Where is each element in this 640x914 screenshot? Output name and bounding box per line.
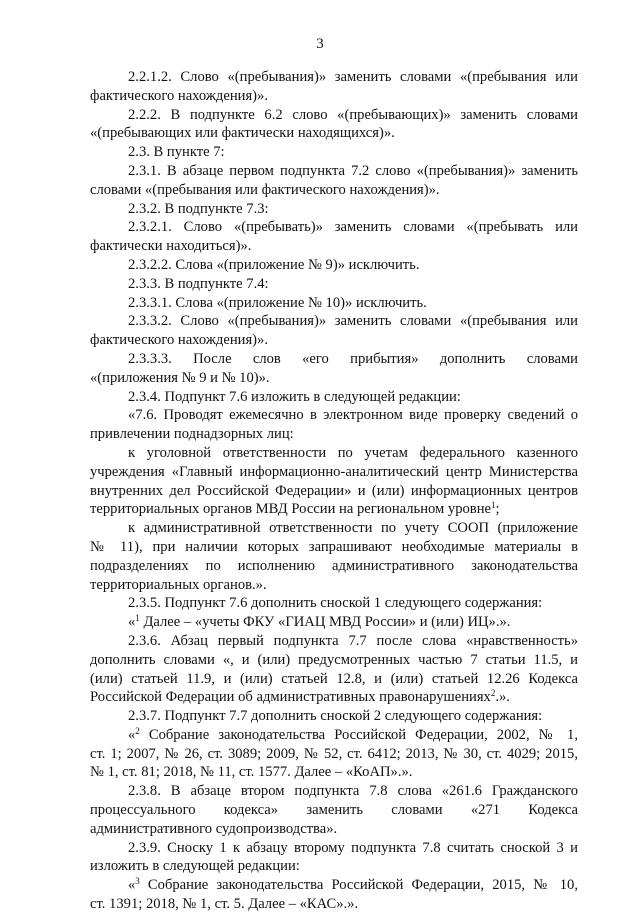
text-line [90,275,578,294]
line-text: 2.3.2.1. Слово «(пребывать)» заменить словами «(пребывать или [128,219,578,236]
text-line [90,425,578,444]
line-text: изложить в следующей редакции: [90,858,300,875]
line-text: привлечении поднадзорных лиц: [90,426,294,443]
text-line [90,707,578,726]
line-text: 2.3.1. В абзаце первом подпункта 7.2 слово «(пребывания)» заменить [128,162,578,179]
line-text: внутренних дел Российской Федерации» и (или) информационных центров [90,482,578,499]
line-text: процессуального кодекса» заменить словами «271 Кодекса [90,802,578,819]
line-text: фактического нахождения)». [90,332,268,349]
text-line [90,876,578,895]
line-text: 2.2.1.2. Слово «(пребывания)» заменить словами «(пребывания или [128,69,578,85]
line-text: территориальных органов.». [90,576,267,593]
line-text: «(приложения № 9 и № 10)». [90,369,270,386]
text-line [90,801,578,820]
text-line [90,237,578,256]
line-text: 2.3.8. В абзаце втором подпункта 7.8 слова «261.6 Гражданского [128,783,578,800]
line-text: « [128,614,136,631]
line-text: ст. 1; 2007, № 26, ст. 3089; 2009, № 52, ст. 6412; 2013, № 30, ст. 4029; 2015, [90,745,578,762]
line-text: «7.6. Проводят ежемесячно в электронном виде проверку сведений о [128,407,578,424]
line-text: учреждения «Главный информационно-аналитический центр Министерства [90,463,578,480]
text-line [90,218,578,237]
line-text: дополнить словами «, и (или) предусмотренных частью 7 статьи 11.5, и [90,651,578,668]
page-number: 3 [316,36,324,52]
line-text: (или) статьей 11.9, и (или) статьей 12.8, и (или) статьей 12.26 Кодекса [90,670,578,687]
text-line [90,162,578,181]
text-line [90,350,578,369]
line-text: фактически находиться)». [90,238,252,255]
line-text: территориальных органов МВД России на региональном уровне [90,501,491,518]
text-line [90,68,578,87]
text-line [90,406,578,425]
footnote-mark: 2 [490,688,496,699]
text-line [90,557,578,576]
line-text: 2.3.2. В подпункте 7.3: [128,200,269,217]
line-text: «(пребывающих или фактически находящихся)». [90,125,395,142]
text-line [90,444,578,463]
footnote-mark: 1 [491,500,496,511]
line-text: 2.3.3.1. Слова «(приложение № 10)» исключить. [128,294,427,311]
line-text: ст. 1391; 2018, № 1, ст. 5. Далее – «КАС».». [90,896,359,913]
text-line [90,576,578,595]
line-text: подразделениях по исполнению административного законодательства [90,557,578,574]
text-line [90,312,578,331]
text-line [90,670,578,689]
text-line [90,143,578,162]
line-text-after-mark: Собрание законодательства Российской Федерации, 2002, № 1, [139,726,578,743]
line-text: 2.3. В пункте 7: [128,144,225,161]
text-line [90,500,578,519]
line-text: Российской Федерации об административных правонарушениях [90,689,491,706]
text-line [90,181,578,200]
text-line [90,369,578,388]
text-line [90,594,578,613]
line-text: № 11), при наличии которых запрашивают необходимые материалы в [90,538,578,555]
footnote-mark: 2 [135,725,140,736]
text-line [90,519,578,538]
line-text: 2.3.2.2. Слова «(приложение № 9)» исключить. [128,256,420,273]
line-text: 2.3.5. Подпункт 7.6 дополнить сноской 1 следующего содержания: [128,595,543,612]
text-line [90,87,578,106]
line-text: административного судопроизводства». [90,820,338,837]
line-text: № 1, ст. 81; 2018, № 11, ст. 1577. Далее – «КоАП».». [90,764,413,781]
text-line [90,839,578,858]
text-line [90,200,578,219]
line-text: 2.3.6. Абзац первый подпункта 7.7 после слова «нравственность» [128,632,578,649]
text-line [90,294,578,313]
text-line [90,463,578,482]
line-text: к уголовной ответственности по учетам федерального казенного [128,444,578,461]
line-text: 2.3.3. В подпункте 7.4: [128,275,269,292]
line-text: 2.3.3.2. Слово «(пребывания)» заменить словами «(пребывания или [128,313,578,330]
line-text-after-mark: Собрание законодательства Российской Федерации, 2015, № 10, [139,877,578,894]
text-line [90,688,578,707]
line-text: фактического нахождения)». [90,87,268,104]
text-line [90,538,578,557]
line-text: « [128,877,136,894]
footnote-mark: 3 [135,876,140,887]
footnote-mark: 1 [135,613,140,624]
line-text: 2.3.3.3. После слов «его прибытия» дополнить словами [128,350,578,367]
text-line [90,124,578,143]
text-line [90,820,578,839]
text-line [90,651,578,670]
text-line [90,388,578,407]
line-text: 2.3.4. Подпункт 7.6 изложить в следующей редакции: [128,388,461,405]
line-text-after-mark: ; [495,501,500,518]
text-line [90,782,578,801]
text-line [90,482,578,501]
text-line [90,895,578,914]
text-line [90,763,578,782]
line-text-after-mark: .». [495,689,510,706]
line-text: « [128,726,136,743]
text-line [90,256,578,275]
text-line [90,726,578,745]
line-text: к административной ответственности по учету СООП (приложение [128,520,578,537]
text-line [90,857,578,876]
text-line [90,331,578,350]
text-line [90,745,578,764]
line-text: словами «(пребывания или фактического нахождения)». [90,181,440,198]
line-text: 2.3.7. Подпункт 7.7 дополнить сноской 2 следующего содержания: [128,708,543,725]
line-text-after-mark: Далее – «учеты ФКУ «ГИАЦ МВД России» и (или) ИЦ».». [139,614,511,631]
text-line [90,106,578,125]
text-line [90,632,578,651]
line-text: 2.3.9. Сноску 1 к абзацу второму подпункта 7.8 считать сноской 3 и [128,839,578,856]
text-line [90,613,578,632]
line-text: 2.2.2. В подпункте 6.2 слово «(пребывающих)» заменить словами [128,106,578,123]
document-body [90,68,578,914]
